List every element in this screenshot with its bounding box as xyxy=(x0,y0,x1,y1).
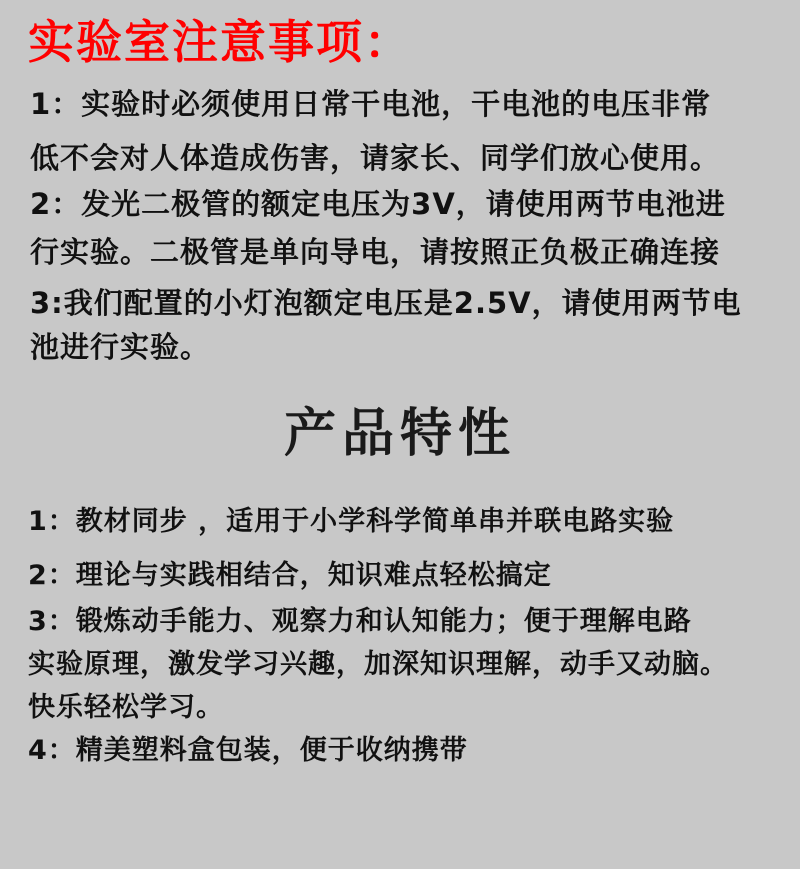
notice-line-3: 2：发光二极管的额定电压为3V，请使用两节电池进 xyxy=(30,187,726,221)
feature-line-3: 3：锻炼动手能力、观察力和认知能力；便于理解电路 xyxy=(28,606,692,637)
notice-title: 实验室注意事项： xyxy=(28,15,412,69)
notice-line-6: 池进行实验。 xyxy=(30,330,211,364)
notice-line-5: 3:我们配置的小灯泡额定电压是2.5V，请使用两节电 xyxy=(30,286,742,320)
notice-line-4: 行实验。二极管是单向导电，请按照正负极正确连接 xyxy=(30,235,721,269)
notice-line-2: 低不会对人体造成伤害，请家长、同学们放心使用。 xyxy=(30,141,721,175)
feature-line-1: 1：教材同步 ，适用于小学科学简单串并联电路实验 xyxy=(28,506,675,537)
notice-line-1: 1：实验时必须使用日常干电池，干电池的电压非常 xyxy=(30,87,712,121)
feature-line-6: 4：精美塑料盒包装，便于收纳携带 xyxy=(28,735,468,766)
feature-line-4: 实验原理，激发学习兴趣，加深知识理解，动手又动脑。 xyxy=(28,649,728,680)
feature-line-5: 快乐轻松学习。 xyxy=(28,692,224,723)
feature-line-2: 2：理论与实践相结合，知识难点轻松搞定 xyxy=(28,560,552,591)
features-title: 产品特性 xyxy=(283,404,516,464)
